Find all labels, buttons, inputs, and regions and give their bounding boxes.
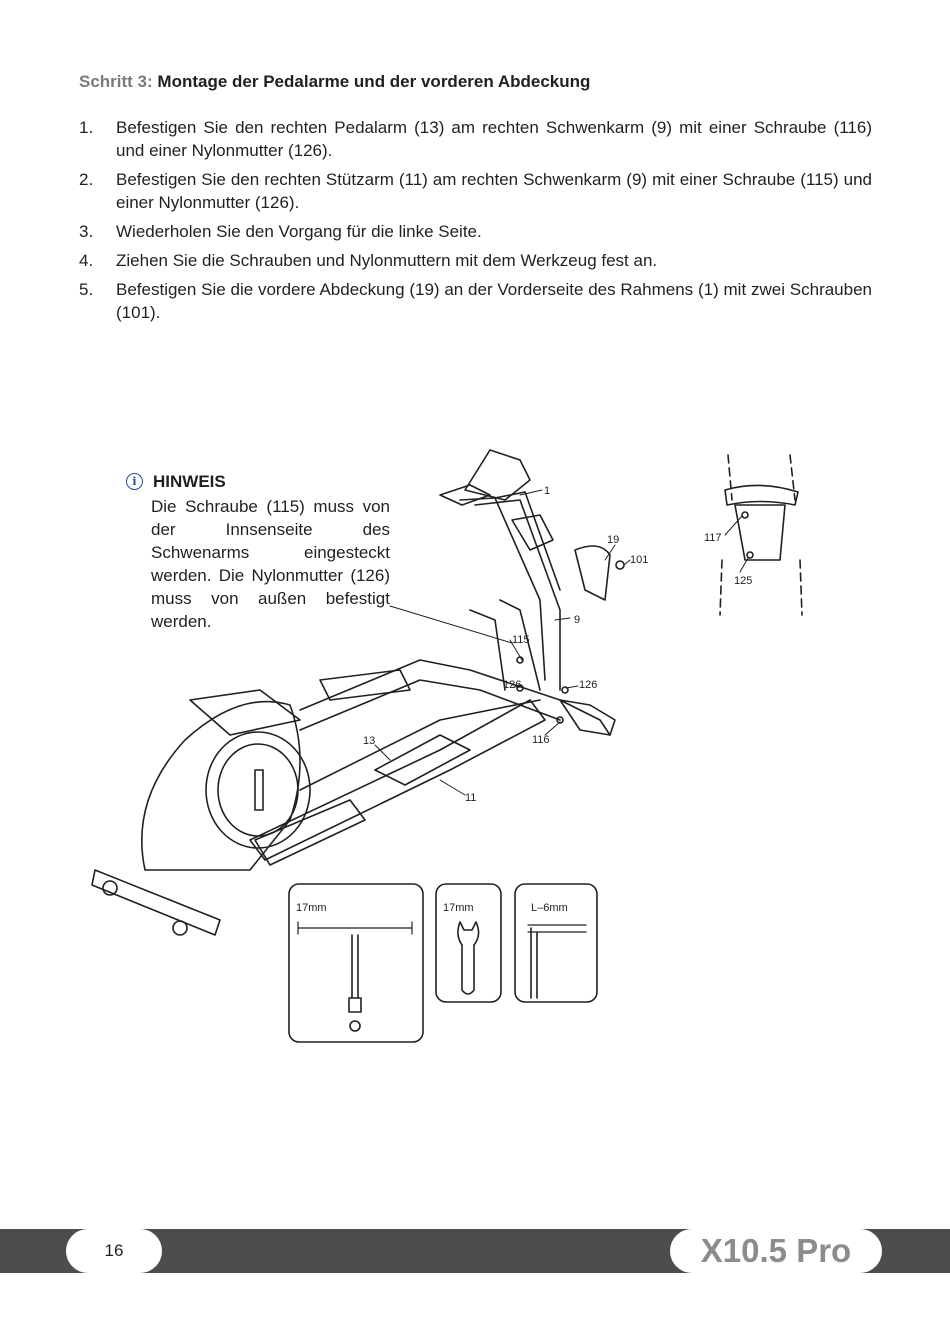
flywheel-slot (255, 770, 263, 810)
pedal-arm (250, 700, 545, 860)
flywheel-cover (206, 732, 310, 848)
front-cover-part (575, 546, 610, 600)
screw-101 (616, 561, 624, 569)
label-detail-125: 125 (734, 575, 753, 587)
wheel-right (173, 921, 187, 935)
note-leader-line (390, 606, 512, 643)
detail-dash-3 (720, 560, 722, 615)
step-text: Befestigen Sie den rechten Pedalarm (13) am rechten Schwenkarm (9) mit einer Schraube (116) und einer Nylonmutter (126). (116, 118, 872, 160)
label-part-116: 116 (532, 734, 550, 746)
rear-foot-pedal (255, 800, 365, 865)
label-part-9: 9 (574, 614, 581, 626)
rear-stabilizer (92, 870, 220, 935)
step-text: Wiederholen Sie den Vorgang für die linke Seite. (116, 222, 482, 241)
detail-leader-125 (740, 558, 748, 572)
leader-126b (566, 686, 578, 688)
detail-view (720, 455, 802, 615)
detail-bolt-125 (747, 552, 753, 558)
step-num: 4. (79, 251, 94, 270)
t-wrench-socket (349, 998, 361, 1012)
detail-collar (725, 485, 798, 505)
detail-bolt-117 (742, 512, 748, 518)
label-tool-allen-key: L–6mm (531, 902, 568, 914)
detail-dash-2 (790, 455, 795, 500)
flywheel-inner (218, 744, 298, 836)
label-detail-117: 117 (704, 532, 722, 544)
step-title: Montage der Pedalarme und der vorderen Abdeckung (157, 72, 591, 91)
label-tool-spanner: 17mm (443, 902, 474, 914)
step-text: Befestigen Sie den rechten Stützarm (11) am rechten Schwenkarm (9) mit einer Schraube (115) und einer Nylonmutter (126). (116, 170, 872, 212)
label-part-1: 1 (544, 485, 551, 497)
info-icon: i (126, 473, 143, 490)
page-number: 16 (66, 1229, 162, 1273)
note-box (124, 470, 390, 633)
step-num: 2. (79, 170, 94, 189)
allen-key-short-arm (528, 925, 586, 932)
step-num: 5. (79, 280, 94, 299)
t-wrench-shaft (352, 935, 358, 997)
leader-11 (440, 780, 465, 795)
label-part-126-left: 126 (503, 679, 522, 691)
note-body: Die Schraube (115) muss von der Innsenseite des Schwenarms eingesteckt werden. Die Nylonmutter (126) muss von außen befestigt werden. (151, 497, 390, 631)
note-title: HINWEIS (153, 472, 226, 491)
label-part-115: 115 (512, 634, 530, 646)
detail-dash-4 (800, 560, 802, 615)
label-part-11: 11 (465, 792, 477, 804)
step-text: Ziehen Sie die Schrauben und Nylonmuttern mit dem Werkzeug fest an. (116, 251, 658, 270)
label-part-126-right: 126 (579, 679, 598, 691)
label-part-19: 19 (607, 534, 620, 546)
housing-top (190, 690, 300, 735)
t-wrench-socket-end (350, 1021, 360, 1031)
label-part-101: 101 (630, 554, 649, 566)
detail-dash-1 (728, 455, 732, 500)
upright-post (460, 498, 545, 680)
leader-9 (555, 618, 570, 620)
label-part-13: 13 (363, 735, 376, 747)
step-number: Schritt 3: (79, 72, 153, 91)
t-wrench-handle (298, 922, 412, 934)
allen-key-long-arm (531, 928, 537, 998)
spanner-icon (458, 922, 479, 994)
step-num: 1. (79, 118, 94, 137)
step-text: Befestigen Sie die vordere Abdeckung (19) an der Vorderseite des Rahmens (1) mit zwei Schrauben (101). (116, 280, 872, 322)
note-header (124, 470, 390, 493)
foot-pedal-plate (375, 735, 470, 785)
step-num: 3. (79, 222, 94, 241)
model-name: X10.5 Pro (670, 1229, 882, 1273)
leader-13 (375, 745, 390, 760)
label-tool-t-wrench: 17mm (296, 902, 327, 914)
swing-arm-inner (470, 610, 505, 690)
